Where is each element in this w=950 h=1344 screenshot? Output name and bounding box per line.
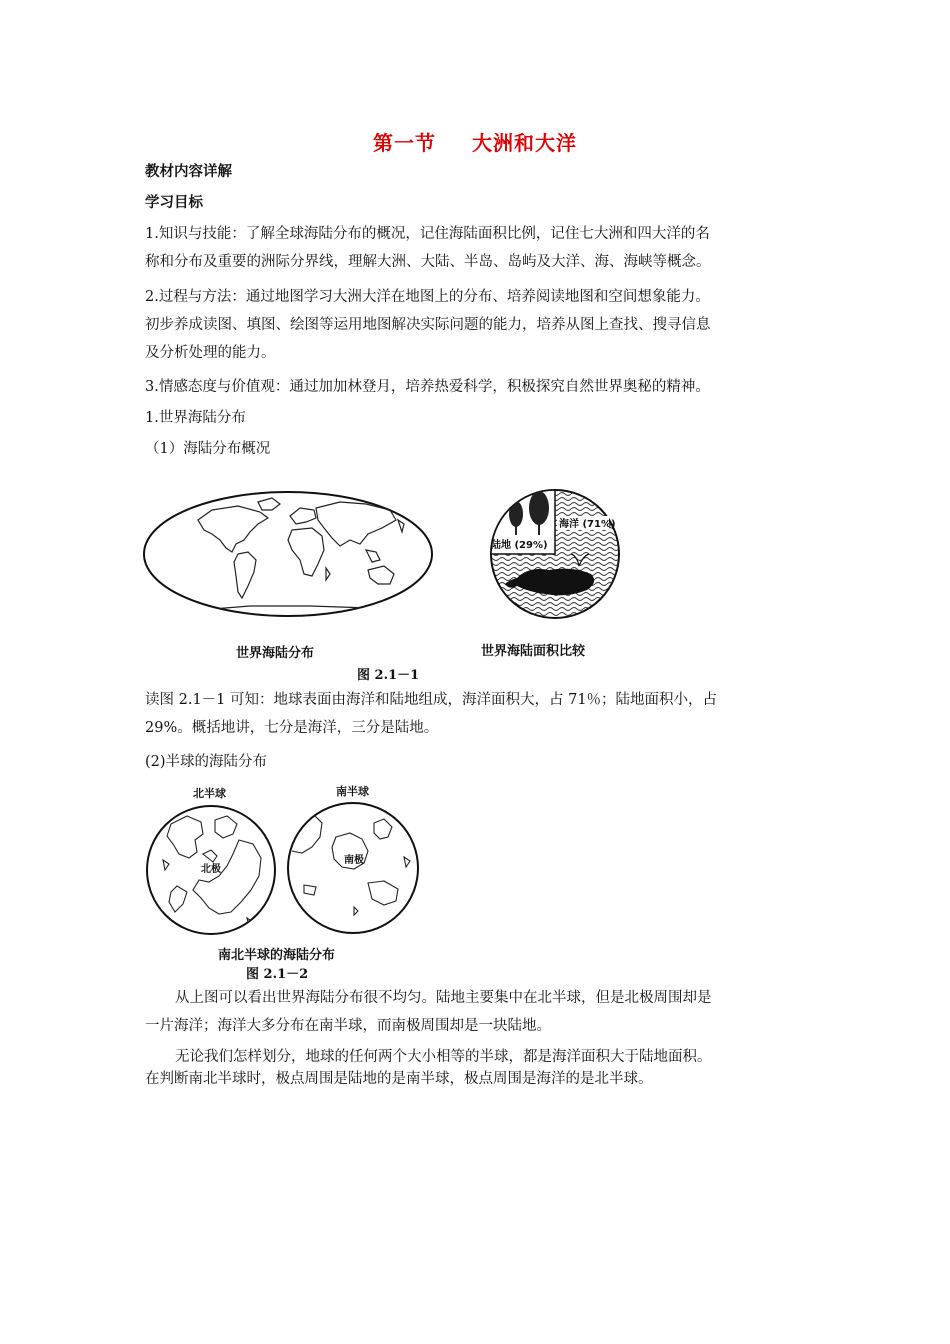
land-label: 陆地 (29%) <box>491 540 548 551</box>
paragraph-1 <box>145 686 810 742</box>
section-heading: 教材内容详解 <box>145 164 232 180</box>
paragraph-3-line2: 在判断南北半球时，极点周围是陆地的是南半球，极点周围是海洋的是北半球。 <box>145 1071 653 1087</box>
objective-2-line1: 2.过程与方法：通过地图学习大洲大洋在地图上的分布、培养阅读地图和空间想象能力。 <box>145 289 710 305</box>
paragraph-2-line1: 从上图可以看出世界海陆分布很不均匀。陆地主要集中在北半球，但是北极周围却是 <box>175 990 712 1006</box>
north-hemisphere-label: 北半球 <box>193 787 226 800</box>
pie-caption: 世界海陆面积比较 <box>481 644 586 659</box>
objective-2 <box>145 283 810 367</box>
paragraph-2 <box>145 984 810 1040</box>
south-hemisphere-map <box>284 797 422 939</box>
title-text: 大洲和大洋 <box>472 131 577 155</box>
title-section-number: 第一节 <box>373 131 436 155</box>
north-hemisphere-map <box>143 800 279 940</box>
objective-3: 3.情感态度与价值观：通过加加林登月，培养热爱科学，积极探究自然世界奥秘的精神。 <box>145 379 710 395</box>
paragraph-1-line2: 29%。概括地讲，七分是海洋，三分是陆地。 <box>145 720 439 736</box>
paragraph-2-line2: 一片海洋；海洋大多分布在南半球，而南极周围却是一块陆地。 <box>145 1018 551 1034</box>
objectives-heading: 学习目标 <box>145 195 203 211</box>
objective-1 <box>145 220 810 276</box>
paragraph-3-line1: 无论我们怎样划分，地球的任何两个大小相等的半球，都是海洋面积大于陆地面积。 <box>175 1049 712 1065</box>
world-map-caption: 世界海陆分布 <box>236 646 315 661</box>
land-sea-area-pie <box>487 486 623 622</box>
objective-1-line1: 1.知识与技能：了解全球海陆分布的概况，记住海陆面积比例，记住七大洲和四大洋的名 <box>145 226 710 242</box>
subtopic-2: (2)半球的海陆分布 <box>145 754 268 770</box>
paragraph-1-line1: 读图 2.1－1 可知：地球表面由海洋和陆地组成，海洋面积大，占 71％；陆地面积小，占 <box>145 692 718 708</box>
world-land-sea-map <box>140 488 436 620</box>
south-pole-label: 南极 <box>344 855 364 866</box>
objective-2-line2: 初步养成读图、填图、绘图等运用地图解决实际问题的能力，培养从图上查找、搜寻信息 <box>145 317 711 333</box>
hemispheres-caption: 南北半球的海陆分布 <box>218 948 336 963</box>
figure-1-number: 图 2.1－1 <box>357 668 420 683</box>
south-hemisphere-label: 南半球 <box>336 785 369 798</box>
north-pole-label: 北极 <box>201 864 221 875</box>
ocean-label: 海洋 (71%) <box>559 519 616 530</box>
objective-2-line3: 及分析处理的能力。 <box>145 345 276 361</box>
objective-1-line2: 称和分布及重要的洲际分界线，理解大洲、大陆、半岛、岛屿及大洋、海、海峡等概念。 <box>145 254 711 270</box>
page-title <box>0 127 950 156</box>
topic-1: 1.世界海陆分布 <box>145 410 246 426</box>
paragraph-3 <box>145 1046 810 1090</box>
figure-2-number: 图 2.1－2 <box>246 967 309 982</box>
subtopic-1: （1）海陆分布概况 <box>145 441 271 457</box>
